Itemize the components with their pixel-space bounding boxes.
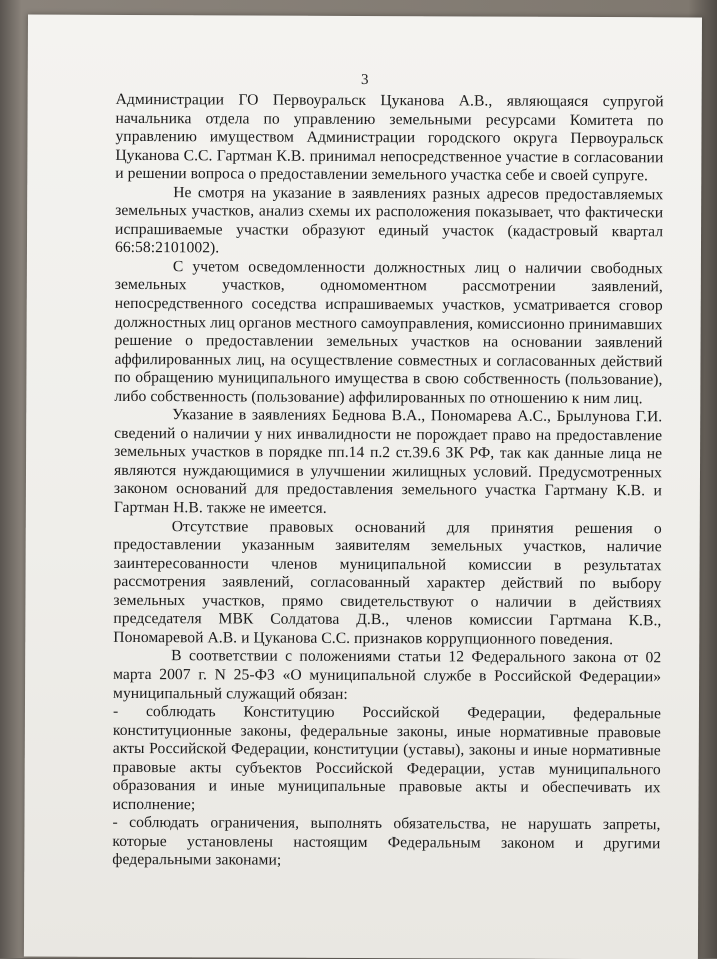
paragraph-6: В соответствии с положениями статьи 12 Федерального закона от 02 марта 2007 г. N 25-ФЗ «О муниципальной службе в Российской Федерации» муниципальный служащий обязан: — [113, 647, 662, 703]
list-item: - соблюдать ограничения, выполнять обязательства, не нарушать запреты, которые установлены настоящим Федеральным законом и другими федеральными законами; — [112, 814, 661, 870]
paragraph-2: Не смотря на указание в заявлениях разных адресов предоставляемых земельных участков, анализ схемы их расположения показывает, что фактически испрашиваемые участки образуют единый участок (кадастровый квартал 66:58:2101002). — [114, 183, 664, 257]
paragraph-5: Отсутствие правовых оснований для принятия решения о предоставлении указанным заявителям земельных участков, наличие заинтересованности членов муниципальной комиссии в результатах рассмотрения заявлений, согласованный характер действий по выбору земельных участков, прямо свидетельствуют о наличии в действиях председателя МВК Солдатова Д.В., членов комиссии Гартмана К.В., Пономаревой А.В. и Цуканова С.С. признаков коррупционного поведения. — [113, 517, 662, 648]
document-body — [112, 91, 663, 872]
page-number: 3 — [360, 71, 369, 89]
paragraph-3: С учетом осведомленности должностных лиц о наличии свободных земельных участков, одномоментном рассмотрении заявлений, непосредственного соседства испрашиваемых участков, усматривается сговор должностных лиц органов местного самоуправления, комиссионно принимавших решение о предоставлении земельных участков на основании заявлений аффилированных лиц, на осуществление совместных и согласованных действий по обращению муниципального имущества в свою собственность (пользование), либо собственность (пользование) аффилированных по отношению к ним лиц. — [114, 258, 663, 407]
document-page — [24, 15, 702, 959]
paragraph-4: Указание в заявлениях Беднова В.А., Пономарева А.С., Брылунова Г.И. сведений о наличии у них инвалидности не порождает право на предоставление земельных участков в порядке пп.14 п.2 ст.39.6 ЗК РФ, так как данные лица не являются нуждающимися в улучшении жилищных условий. Предусмотренных законом оснований для предоставления земельного участка Гартману К.В. и Гартман Н.В. также не имеется. — [113, 406, 663, 517]
list-item: - соблюдать Конституцию Российской Федерации, федеральные конституционные законы, федеральные законы, иные нормативные правовые акты Российской Федерации, конституции (уставы), законы и иные нормативные правовые акты субъектов Российской Федерации, устав муниципального образования и иные муниципальные правовые акты и обеспечивать их исполнение; — [112, 702, 661, 814]
paragraph-1: Администрации ГО Первоуральск Цуканова А.В., являющаяся супругой начальника отдела по управлению земельными ресурсами Комитета по управлению имуществом Администрации городского округа Первоуральск Цуканова С.С. Гартман К.В. принимал непосредственное участие в согласовании и решении вопроса о предоставлении земельного участка себе и своей супруге. — [115, 90, 664, 185]
